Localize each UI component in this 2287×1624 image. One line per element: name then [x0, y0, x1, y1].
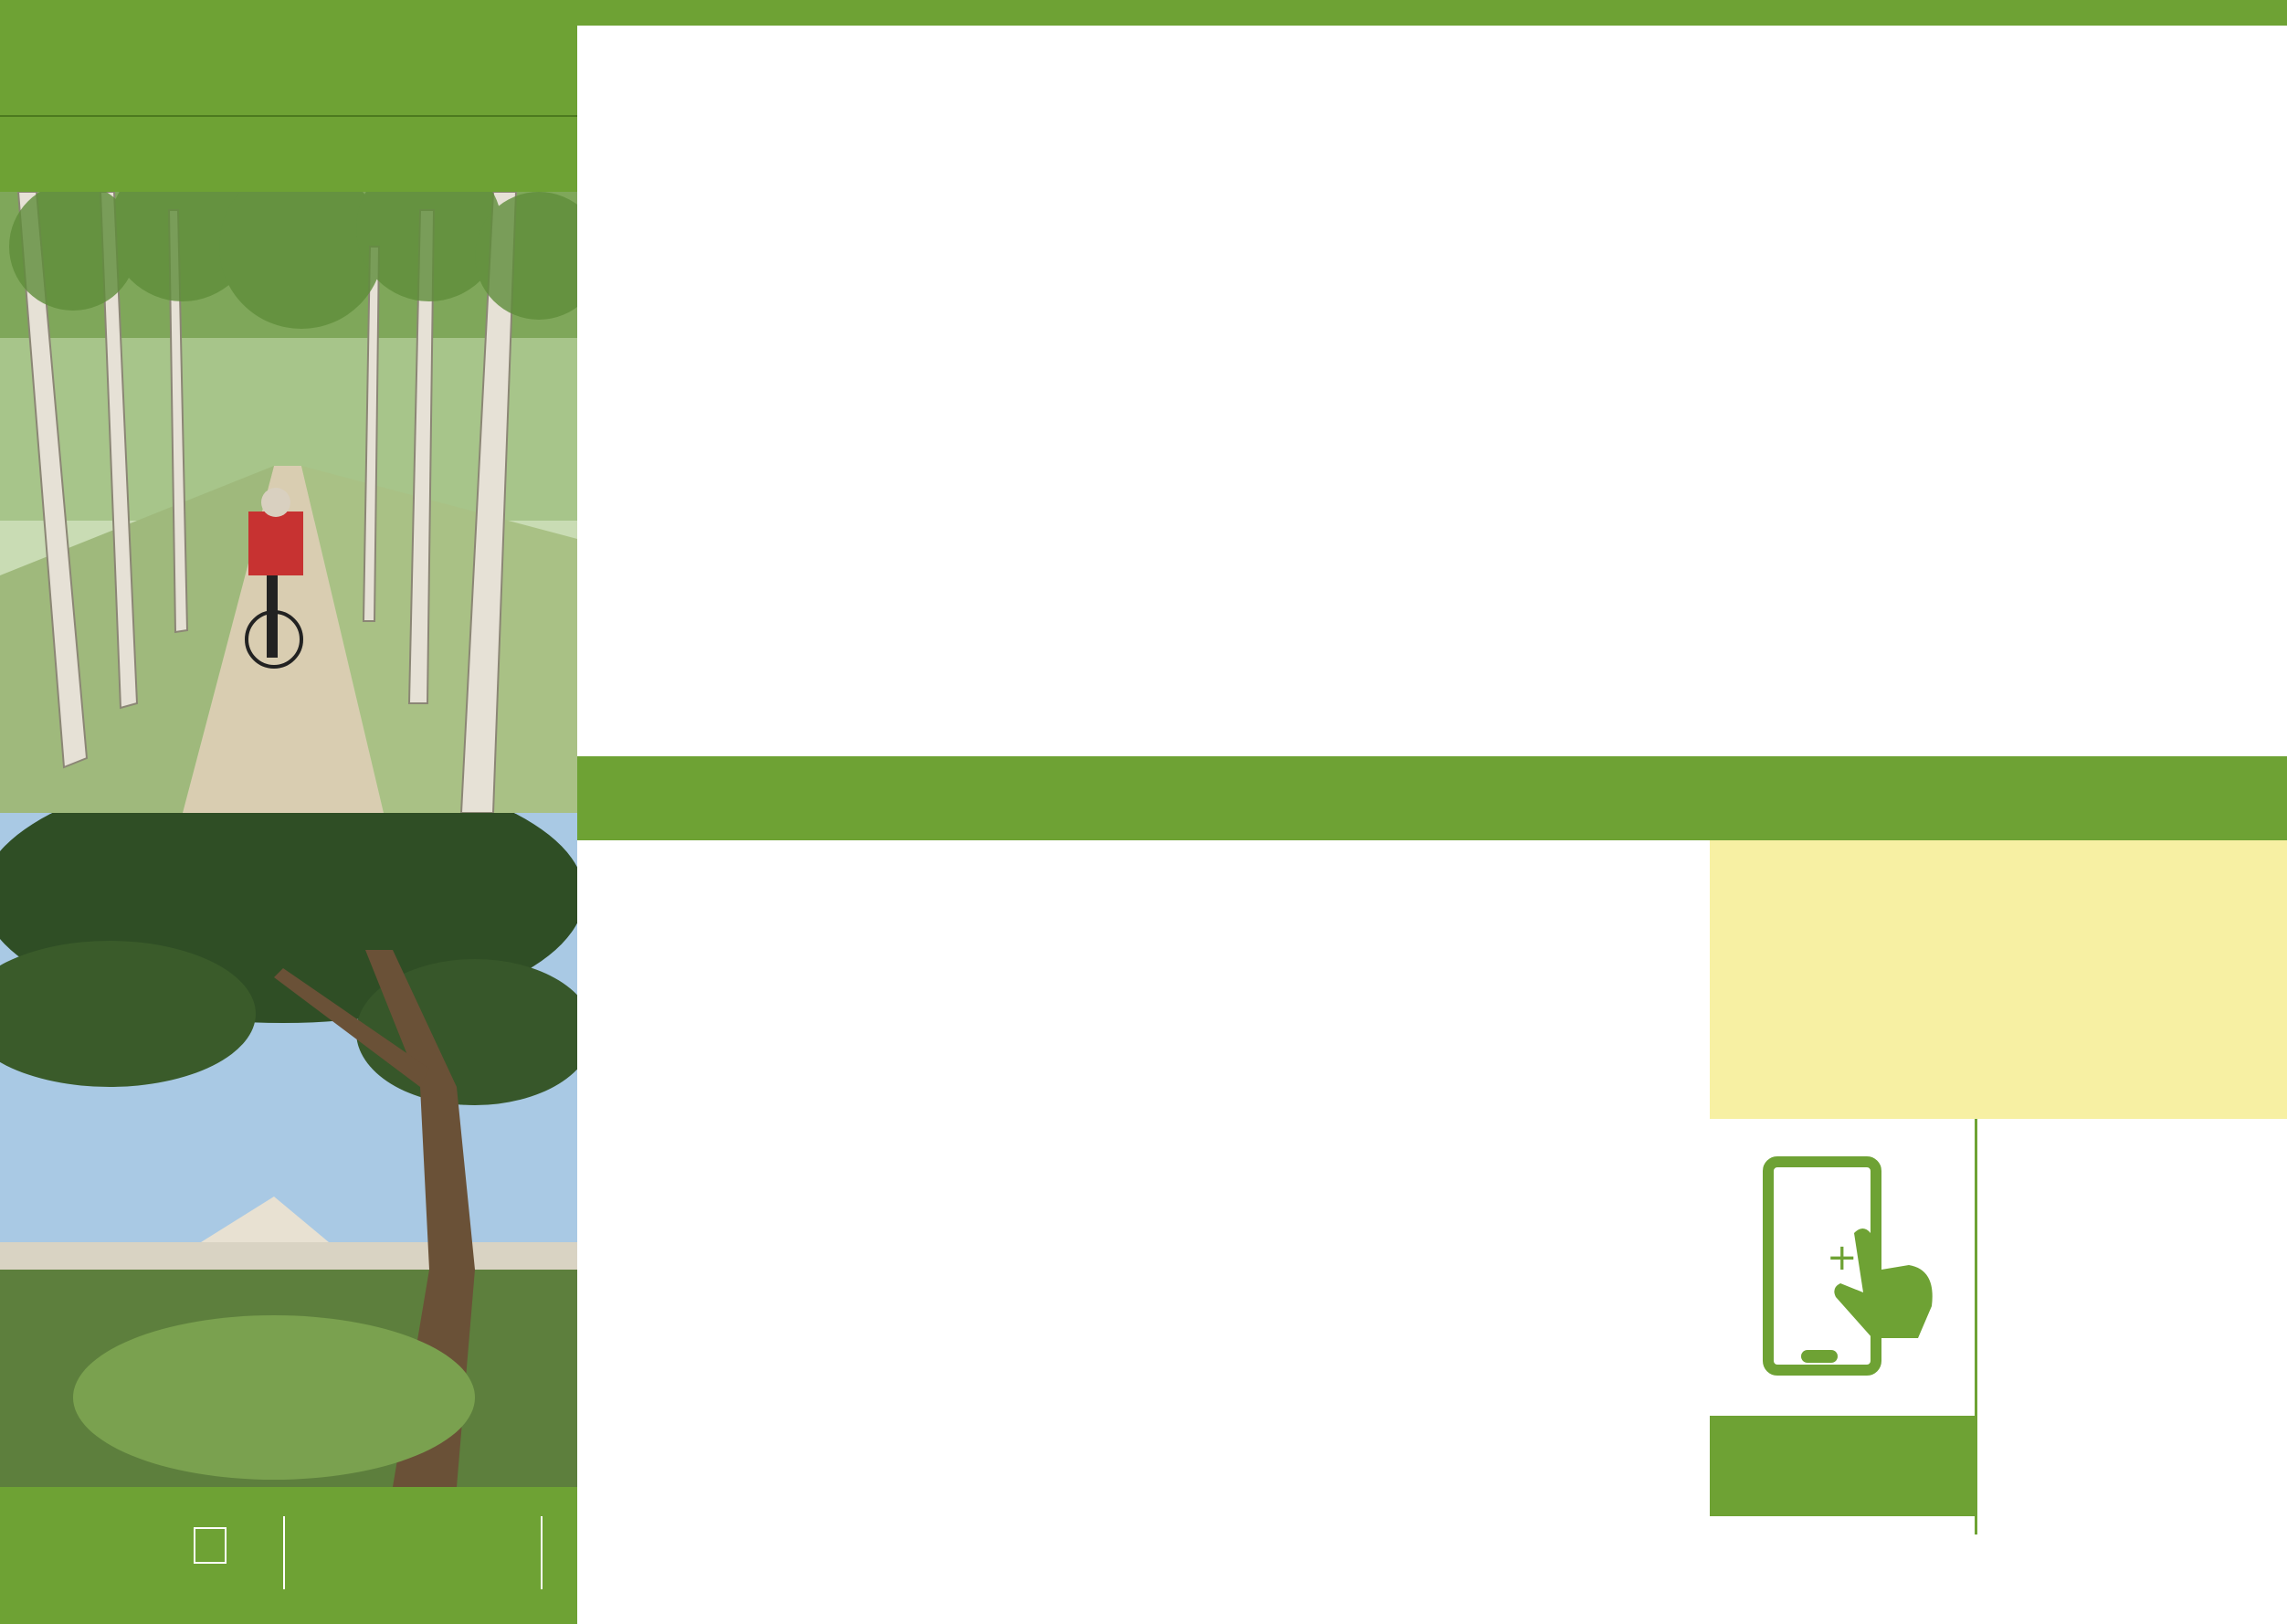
logo-divider	[283, 1516, 285, 1589]
pine-tree-photo	[0, 813, 577, 1487]
cyclist-photo	[0, 192, 577, 813]
ajuntament-shield-icon	[194, 1527, 227, 1564]
credits	[1710, 1534, 2287, 1624]
hand-tap-icon	[1827, 1215, 1945, 1343]
title-divider	[0, 115, 577, 117]
top-bar	[577, 0, 2287, 26]
logos-footer	[0, 1487, 577, 1624]
safety-warning	[1710, 840, 2287, 1119]
logo-divider-2	[541, 1516, 543, 1589]
maps-link-box[interactable]	[1710, 1416, 1975, 1516]
svg-text:+: +	[1827, 1237, 1858, 1279]
contacts-divider	[1975, 1119, 1977, 1534]
middle-bar	[577, 756, 2287, 840]
